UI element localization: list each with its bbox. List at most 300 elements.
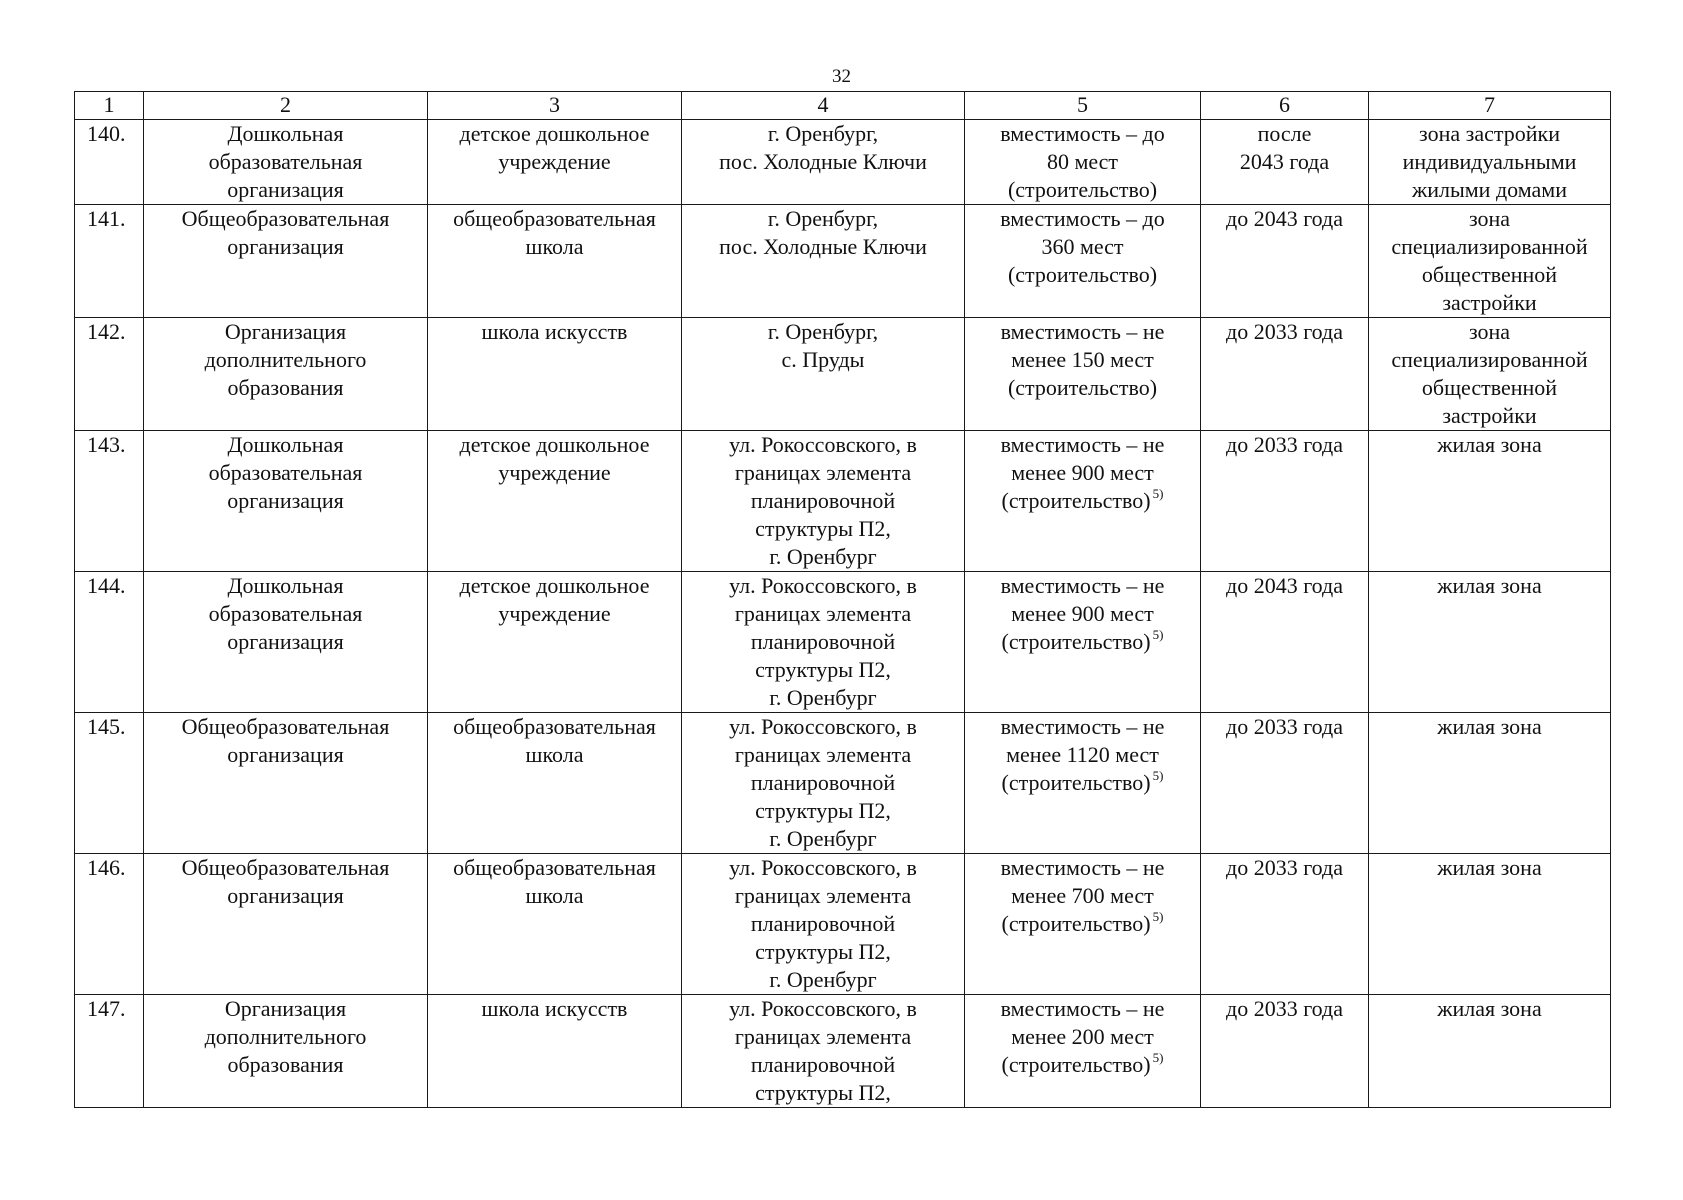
cell-line-text: до 2033 года <box>1226 855 1343 880</box>
cell-line-text: Организация <box>224 996 347 1021</box>
cell-line <box>432 148 677 176</box>
cell-line <box>686 487 960 515</box>
cell-line-text: организация <box>227 742 344 767</box>
cell-line <box>1205 148 1364 176</box>
table-row <box>75 120 1611 205</box>
cell-line-text: организация <box>227 488 344 513</box>
cell-line <box>432 741 677 769</box>
cell-line-text: вместимость – до <box>1000 206 1165 231</box>
cell-line <box>969 205 1196 233</box>
cell-line-text: (строительство) <box>1007 262 1158 287</box>
cell-line <box>1373 431 1606 459</box>
cell-line-text: пос. Холодные Ключи <box>719 149 927 174</box>
cell-deadline <box>1201 120 1369 205</box>
cell-capacity <box>965 205 1201 318</box>
cell-line <box>1373 374 1606 402</box>
cell-line <box>1373 402 1606 430</box>
cell-line-text: вместимость – не <box>1000 855 1165 880</box>
cell-line <box>1205 854 1364 882</box>
cell-facility-kind <box>428 713 682 854</box>
cell-organization-type <box>144 120 428 205</box>
cell-line <box>686 515 960 543</box>
cell-line <box>1373 148 1606 176</box>
header-col-2: 2 <box>144 92 428 120</box>
cell-line-text: образовательная <box>208 149 363 174</box>
cell-line <box>969 854 1196 882</box>
cell-line <box>686 318 960 346</box>
cell-line <box>686 1051 960 1079</box>
cell-line <box>686 910 960 938</box>
cell-line <box>1205 572 1364 600</box>
cell-line-text: Дошкольная <box>227 432 344 457</box>
cell-line-text: границах элемента <box>734 883 912 908</box>
cell-line-text: школа <box>525 234 584 259</box>
facilities-table <box>74 91 1611 1108</box>
cell-facility-kind <box>428 120 682 205</box>
cell-line <box>686 684 960 712</box>
cell-line-text: до 2043 года <box>1226 573 1343 598</box>
cell-deadline <box>1201 318 1369 431</box>
cell-organization-type <box>144 713 428 854</box>
cell-line <box>686 346 960 374</box>
cell-line <box>686 148 960 176</box>
table-row <box>75 205 1611 318</box>
cell-line <box>686 995 960 1023</box>
cell-line <box>969 233 1196 261</box>
cell-line <box>686 741 960 769</box>
cell-line-text: жилыми домами <box>1412 177 1567 202</box>
cell-line-text: учреждение <box>498 460 611 485</box>
cell-capacity <box>965 431 1201 572</box>
cell-line <box>1373 572 1606 600</box>
cell-line-text: индивидуальными <box>1402 149 1577 174</box>
cell-line <box>969 261 1196 289</box>
cell-line-text: ул. Рокоссовского, в <box>729 855 917 880</box>
cell-line <box>686 600 960 628</box>
cell-line-text: г. Оренбург <box>769 967 877 992</box>
cell-capacity <box>965 854 1201 995</box>
cell-line <box>432 882 677 910</box>
cell-line-text: вместимость – не <box>1000 996 1165 1021</box>
cell-line-text: (строительство) <box>1001 488 1151 513</box>
cell-line-text: детское дошкольное <box>459 121 650 146</box>
cell-line <box>686 797 960 825</box>
cell-facility-kind <box>428 318 682 431</box>
cell-line <box>969 176 1196 204</box>
cell-zone <box>1369 572 1611 713</box>
cell-line <box>432 854 677 882</box>
cell-line-text: (строительство) <box>1001 1052 1151 1077</box>
cell-zone <box>1369 120 1611 205</box>
cell-line <box>432 995 677 1023</box>
table-row <box>75 572 1611 713</box>
cell-line-text: г. Оренбург, <box>767 206 879 231</box>
header-col-1: 1 <box>75 92 144 120</box>
cell-line-text: образовательная <box>208 601 363 626</box>
cell-zone <box>1369 431 1611 572</box>
table-body <box>75 120 1611 1108</box>
cell-line-text: застройки <box>1442 290 1537 315</box>
cell-line <box>1373 318 1606 346</box>
cell-capacity <box>965 995 1201 1108</box>
cell-location <box>682 572 965 713</box>
cell-line-text: после <box>1257 121 1312 146</box>
cell-line <box>686 1079 960 1107</box>
cell-line <box>148 459 423 487</box>
cell-line-text: специализированной <box>1391 234 1588 259</box>
cell-line <box>432 600 677 628</box>
cell-line <box>432 431 677 459</box>
cell-deadline <box>1201 854 1369 995</box>
header-col-7: 7 <box>1369 92 1611 120</box>
cell-line <box>1373 233 1606 261</box>
table-row <box>75 713 1611 854</box>
cell-line-text: школа <box>525 742 584 767</box>
cell-row-number: 140. <box>75 120 144 205</box>
cell-line-text: г. Оренбург <box>769 544 877 569</box>
cell-deadline <box>1201 431 1369 572</box>
cell-line <box>686 1023 960 1051</box>
cell-line <box>148 713 423 741</box>
cell-zone <box>1369 854 1611 995</box>
cell-line <box>969 148 1196 176</box>
cell-line-text: границах элемента <box>734 460 912 485</box>
cell-line-text: менее 700 мест <box>1011 883 1154 908</box>
cell-line-text: Общеобразовательная <box>181 206 390 231</box>
cell-line <box>686 205 960 233</box>
cell-capacity <box>965 572 1201 713</box>
cell-line <box>969 882 1196 910</box>
cell-organization-type <box>144 431 428 572</box>
cell-line-text: Дошкольная <box>227 573 344 598</box>
cell-deadline <box>1201 572 1369 713</box>
cell-line <box>1373 995 1606 1023</box>
cell-line <box>969 995 1196 1023</box>
cell-facility-kind <box>428 995 682 1108</box>
cell-line-text: до 2033 года <box>1226 319 1343 344</box>
cell-location <box>682 120 965 205</box>
cell-line-text: учреждение <box>498 149 611 174</box>
cell-line-text: специализированной <box>1391 347 1588 372</box>
cell-line <box>686 431 960 459</box>
cell-line <box>686 882 960 910</box>
cell-line-text: вместимость – не <box>1000 319 1165 344</box>
cell-line-text: менее 900 мест <box>1011 601 1154 626</box>
footnote-marker: 5) <box>1152 626 1164 642</box>
cell-line-text: Общеобразовательная <box>181 714 390 739</box>
cell-line-text: организация <box>227 177 344 202</box>
cell-location <box>682 318 965 431</box>
header-col-4: 4 <box>682 92 965 120</box>
cell-line <box>1373 713 1606 741</box>
cell-line-text: школа <box>525 883 584 908</box>
cell-line <box>148 120 423 148</box>
cell-line-text: структуры П2, <box>755 939 891 964</box>
cell-line <box>1373 120 1606 148</box>
cell-line <box>969 713 1196 741</box>
cell-line-text: ул. Рокоссовского, в <box>729 432 917 457</box>
cell-line <box>432 205 677 233</box>
cell-line-text: (строительство) <box>1007 375 1158 400</box>
table-row <box>75 995 1611 1108</box>
cell-line <box>148 1051 423 1079</box>
cell-line <box>969 741 1196 769</box>
table-row <box>75 854 1611 995</box>
footnote-marker: 5) <box>1152 1049 1164 1065</box>
cell-line-text: до 2033 года <box>1226 714 1343 739</box>
cell-line <box>1373 261 1606 289</box>
cell-line <box>969 572 1196 600</box>
cell-line <box>686 233 960 261</box>
cell-line-text: жилая зона <box>1437 432 1542 457</box>
cell-row-number: 147. <box>75 995 144 1108</box>
header-col-5: 5 <box>965 92 1201 120</box>
cell-line-text: организация <box>227 234 344 259</box>
cell-deadline <box>1201 205 1369 318</box>
cell-line <box>686 825 960 853</box>
cell-line-text: ул. Рокоссовского, в <box>729 573 917 598</box>
cell-line-text: до 2043 года <box>1226 206 1343 231</box>
cell-zone <box>1369 713 1611 854</box>
cell-line <box>148 431 423 459</box>
cell-line <box>686 769 960 797</box>
cell-line <box>969 600 1196 628</box>
cell-line <box>1373 854 1606 882</box>
cell-facility-kind <box>428 572 682 713</box>
cell-line-text: структуры П2, <box>755 657 891 682</box>
cell-line-text: г. Оренбург <box>769 826 877 851</box>
cell-line-text: ул. Рокоссовского, в <box>729 996 917 1021</box>
cell-line-text: зона <box>1468 206 1511 231</box>
cell-capacity <box>965 318 1201 431</box>
cell-line-text: Организация <box>224 319 347 344</box>
cell-line <box>148 741 423 769</box>
cell-line <box>148 148 423 176</box>
cell-line <box>1373 346 1606 374</box>
table-header <box>75 92 1611 120</box>
cell-line-text: общественной <box>1421 375 1558 400</box>
cell-row-number: 146. <box>75 854 144 995</box>
cell-line <box>1205 995 1364 1023</box>
cell-line <box>969 910 1196 938</box>
cell-line <box>969 318 1196 346</box>
cell-line <box>1205 318 1364 346</box>
cell-line-text: жилая зона <box>1437 996 1542 1021</box>
cell-line <box>1205 431 1364 459</box>
cell-capacity <box>965 713 1201 854</box>
cell-line <box>148 205 423 233</box>
cell-line-text: детское дошкольное <box>459 432 650 457</box>
cell-organization-type <box>144 854 428 995</box>
cell-line-text: вместимость – не <box>1000 573 1165 598</box>
cell-line <box>148 346 423 374</box>
cell-line-text: образовательная <box>208 460 363 485</box>
page-number: 32 <box>832 66 851 87</box>
cell-line-text: планировочной <box>750 629 896 654</box>
cell-line-text: структуры П2, <box>755 798 891 823</box>
cell-line-text: (строительство) <box>1001 770 1151 795</box>
cell-line <box>148 854 423 882</box>
header-row <box>75 92 1611 120</box>
cell-line <box>686 966 960 994</box>
cell-organization-type <box>144 318 428 431</box>
cell-line <box>686 628 960 656</box>
cell-line <box>148 176 423 204</box>
cell-line-text: структуры П2, <box>755 1080 891 1105</box>
cell-location <box>682 205 965 318</box>
cell-line <box>1373 289 1606 317</box>
cell-line-text: образования <box>227 375 344 400</box>
cell-line <box>969 1051 1196 1079</box>
cell-line <box>148 882 423 910</box>
cell-line <box>686 459 960 487</box>
cell-line-text: планировочной <box>750 911 896 936</box>
cell-line-text: Общеобразовательная <box>181 855 390 880</box>
cell-line <box>969 769 1196 797</box>
cell-line-text: 80 мест <box>1046 149 1119 174</box>
cell-line-text: школа искусств <box>481 319 628 344</box>
cell-organization-type <box>144 995 428 1108</box>
cell-line-text: дополнительного <box>204 1024 367 1049</box>
cell-line <box>686 572 960 600</box>
cell-line <box>148 487 423 515</box>
cell-line-text: Дошкольная <box>227 121 344 146</box>
cell-line <box>686 543 960 571</box>
cell-location <box>682 995 965 1108</box>
header-col-6: 6 <box>1201 92 1369 120</box>
cell-line <box>686 854 960 882</box>
cell-location <box>682 854 965 995</box>
cell-line-text: вместимость – до <box>1000 121 1165 146</box>
cell-line <box>686 938 960 966</box>
cell-deadline <box>1201 995 1369 1108</box>
cell-zone <box>1369 205 1611 318</box>
cell-line-text: образования <box>227 1052 344 1077</box>
cell-line <box>686 120 960 148</box>
cell-line-text: границах элемента <box>734 601 912 626</box>
cell-line <box>969 374 1196 402</box>
cell-line-text: 360 мест <box>1041 234 1124 259</box>
table-row <box>75 431 1611 572</box>
footnote-marker: 5) <box>1152 485 1164 501</box>
cell-zone <box>1369 318 1611 431</box>
cell-line-text: жилая зона <box>1437 714 1542 739</box>
cell-facility-kind <box>428 854 682 995</box>
cell-line <box>686 656 960 684</box>
cell-location <box>682 431 965 572</box>
cell-line-text: жилая зона <box>1437 855 1542 880</box>
cell-line <box>969 628 1196 656</box>
cell-line-text: (строительство) <box>1007 177 1158 202</box>
cell-line-text: организация <box>227 883 344 908</box>
cell-line-text: г. Оренбург, <box>767 121 879 146</box>
cell-line-text: общеобразовательная <box>453 206 656 231</box>
cell-line-text: вместимость – не <box>1000 432 1165 457</box>
cell-line-text: пос. Холодные Ключи <box>719 234 927 259</box>
cell-line <box>148 600 423 628</box>
cell-capacity <box>965 120 1201 205</box>
cell-line <box>969 459 1196 487</box>
cell-line-text: границах элемента <box>734 742 912 767</box>
cell-line <box>1205 205 1364 233</box>
header-col-3: 3 <box>428 92 682 120</box>
cell-line <box>148 572 423 600</box>
cell-line <box>969 487 1196 515</box>
cell-line-text: (строительство) <box>1001 911 1151 936</box>
cell-line <box>969 346 1196 374</box>
cell-line-text: зона <box>1468 319 1511 344</box>
cell-line <box>148 628 423 656</box>
cell-line-text: учреждение <box>498 601 611 626</box>
cell-line-text: общественной <box>1421 262 1558 287</box>
footnote-marker: 5) <box>1152 767 1164 783</box>
cell-line <box>148 374 423 402</box>
cell-line-text: школа искусств <box>481 996 628 1021</box>
cell-line <box>148 995 423 1023</box>
cell-facility-kind <box>428 205 682 318</box>
cell-line-text: детское дошкольное <box>459 573 650 598</box>
cell-organization-type <box>144 572 428 713</box>
cell-line-text: структуры П2, <box>755 516 891 541</box>
cell-line <box>432 233 677 261</box>
cell-line-text: менее 200 мест <box>1011 1024 1154 1049</box>
cell-line-text: ул. Рокоссовского, в <box>729 714 917 739</box>
cell-line-text: общеобразовательная <box>453 714 656 739</box>
cell-line-text: менее 1120 мест <box>1006 742 1159 767</box>
cell-line-text: до 2033 года <box>1226 432 1343 457</box>
cell-line-text: дополнительного <box>204 347 367 372</box>
cell-organization-type <box>144 205 428 318</box>
cell-line-text: планировочной <box>750 1052 896 1077</box>
cell-line <box>432 713 677 741</box>
cell-line <box>148 233 423 261</box>
cell-line-text: зона застройки <box>1419 121 1560 146</box>
cell-line-text: организация <box>227 629 344 654</box>
cell-line-text: с. Пруды <box>781 347 865 372</box>
cell-zone <box>1369 995 1611 1108</box>
cell-line-text: 2043 года <box>1239 149 1330 174</box>
cell-row-number: 145. <box>75 713 144 854</box>
cell-location <box>682 713 965 854</box>
cell-line <box>1205 120 1364 148</box>
cell-row-number: 144. <box>75 572 144 713</box>
cell-line-text: жилая зона <box>1437 573 1542 598</box>
cell-line-text: планировочной <box>750 488 896 513</box>
cell-line <box>969 431 1196 459</box>
cell-line <box>432 120 677 148</box>
cell-line-text: менее 900 мест <box>1011 460 1154 485</box>
cell-line <box>686 713 960 741</box>
cell-line-text: застройки <box>1442 403 1537 428</box>
cell-line <box>1373 205 1606 233</box>
cell-line-text: планировочной <box>750 770 896 795</box>
cell-line-text: вместимость – не <box>1000 714 1165 739</box>
cell-line <box>1205 713 1364 741</box>
table-row <box>75 318 1611 431</box>
cell-row-number: 143. <box>75 431 144 572</box>
cell-line-text: менее 150 мест <box>1011 347 1154 372</box>
cell-line <box>969 1023 1196 1051</box>
cell-line <box>1373 176 1606 204</box>
cell-line-text: (строительство) <box>1001 629 1151 654</box>
footnote-marker: 5) <box>1152 908 1164 924</box>
cell-row-number: 141. <box>75 205 144 318</box>
cell-line <box>148 1023 423 1051</box>
cell-line <box>432 459 677 487</box>
cell-line <box>432 318 677 346</box>
cell-line-text: общеобразовательная <box>453 855 656 880</box>
cell-line-text: границах элемента <box>734 1024 912 1049</box>
